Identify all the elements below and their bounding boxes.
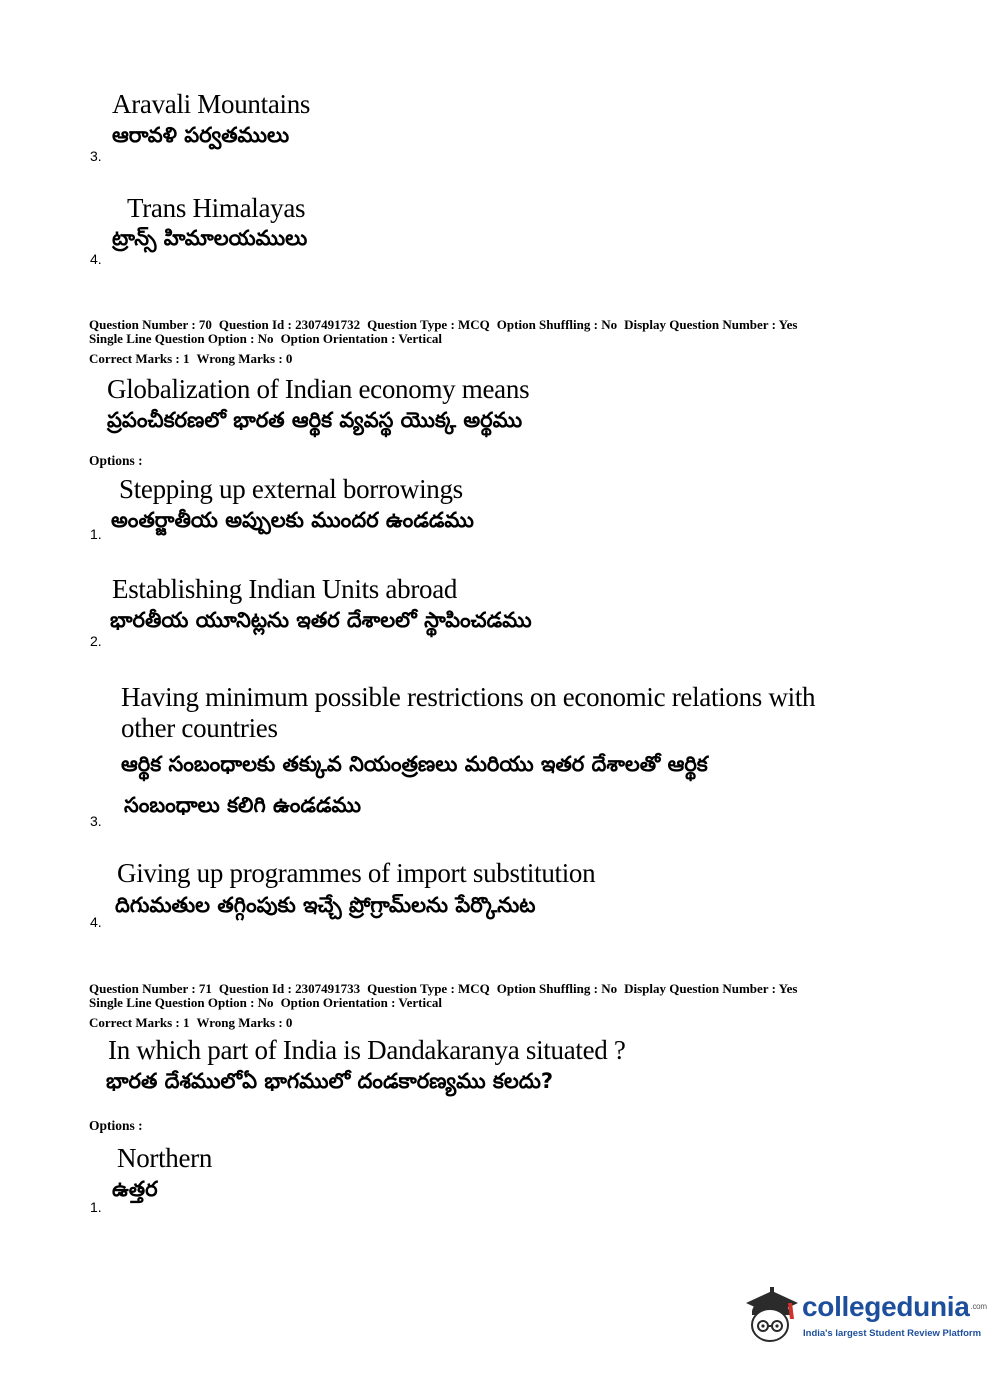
collegedunia-logo xyxy=(742,1285,987,1347)
q71-meta-line2: Single Line Question Option : No Option Orientation : Vertical xyxy=(89,995,442,1010)
q70-question-telugu: ప్రపంచీకరణలో భారత ఆర్థిక వ్యవస్థ యొక్క అర్థము xyxy=(107,408,523,432)
q70-option-2-english: Establishing Indian Units abroad xyxy=(112,574,458,604)
q70-option-3-telugu-line1: ఆర్థిక సంబంధాలకు తక్కువ నియంత్రణలు మరియు ఇతర దేశాలతో ఆర్థిక xyxy=(121,752,708,776)
q71-question-english: In which part of India is Dandakaranya situated ? xyxy=(108,1035,626,1065)
q70-option-3-english-line2: other countries xyxy=(121,713,278,743)
q70-option-1-telugu: అంతర్జాతీయ అప్పులకు ముందర ఉండడము xyxy=(111,508,474,532)
brand-suffix: .com xyxy=(970,1302,987,1311)
q70-question-english: Globalization of Indian economy means xyxy=(107,374,530,404)
q70-meta-line1: Question Number : 70 Question Id : 2307491732 Question Type : MCQ Option Shuffling : No Display Question Number : Yes xyxy=(89,317,798,332)
q70-option-2-telugu: భారతీయ యూనిట్లను ఇతర దేశాలలో స్థాపించడము xyxy=(110,608,532,632)
option-number: 1. xyxy=(90,526,102,542)
q70-option-4-telugu: దిగుమతుల తగ్గింపుకు ఇచ్చే ప్రోగ్రామ్‌లను పేర్కొనుట xyxy=(115,893,536,917)
brand-tagline: India's largest Student Review Platform xyxy=(803,1328,982,1339)
option-4-english-prev: Trans Himalayas xyxy=(127,193,306,223)
q71-options-label: Options : xyxy=(89,1118,143,1133)
option-number: 3. xyxy=(90,148,102,164)
q71-meta-line3: Correct Marks : 1 Wrong Marks : 0 xyxy=(89,1015,293,1030)
q70-option-4-english: Giving up programmes of import substitution xyxy=(117,858,596,888)
q70-options-label: Options : xyxy=(89,453,143,468)
q71-option-1-english: Northern xyxy=(117,1143,213,1173)
q70-option-1-english: Stepping up external borrowings xyxy=(119,474,463,504)
option-4-telugu-prev: ట్రాన్స్ హిమాలయములు xyxy=(112,226,308,250)
brand-name: collegedunia xyxy=(802,1291,970,1322)
q71-question-telugu: భారత దేశములోఏ భాగములో దండకారణ్యము కలదు? xyxy=(106,1069,554,1093)
q70-meta-line3: Correct Marks : 1 Wrong Marks : 0 xyxy=(89,351,293,366)
option-number: 4. xyxy=(90,251,102,267)
q70-option-3-english-line1: Having minimum possible restrictions on economic relations with xyxy=(121,682,816,712)
option-number: 2. xyxy=(90,633,102,649)
option-number: 1. xyxy=(90,1199,102,1215)
q71-meta-line1: Question Number : 71 Question Id : 2307491733 Question Type : MCQ Option Shuffling : No Display Question Number : Yes xyxy=(89,981,798,996)
option-number: 3. xyxy=(90,813,102,829)
option-number: 4. xyxy=(90,914,102,930)
mascot-icon xyxy=(742,1285,802,1347)
option-3-english-prev: Aravali Mountains xyxy=(112,89,311,119)
q70-meta-line2: Single Line Question Option : No Option Orientation : Vertical xyxy=(89,331,442,346)
option-3-telugu-prev: ఆరావళి పర్వతములు xyxy=(112,123,290,147)
q70-option-3-telugu-line2: సంబంధాలు కలిగి ఉండడము xyxy=(124,793,361,817)
q71-option-1-telugu: ఉత్తర xyxy=(112,1177,158,1201)
